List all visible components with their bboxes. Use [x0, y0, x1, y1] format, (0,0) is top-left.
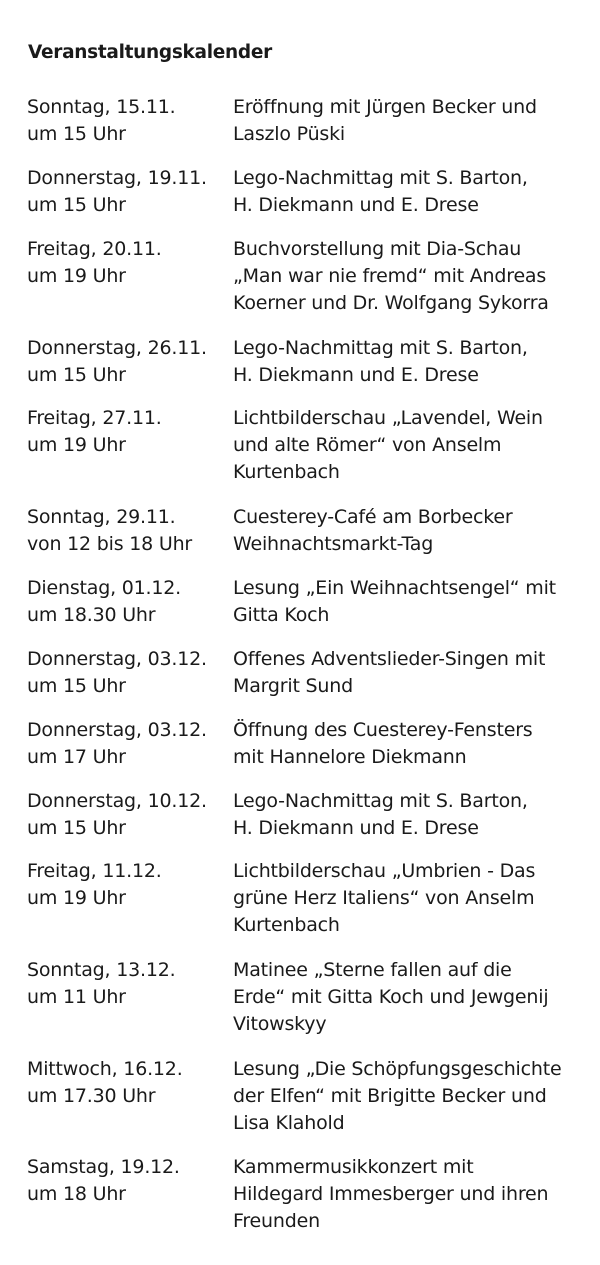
- event-day: Samstag, 19.12.: [27, 1156, 180, 1178]
- event-description-line: Freunden: [233, 1210, 320, 1232]
- event-date-time: [27, 165, 227, 219]
- event-date-time: [27, 957, 227, 1011]
- event-day: Freitag, 20.11.: [27, 238, 162, 260]
- event-description-line: Kurtenbach: [233, 461, 340, 483]
- event-day: Freitag, 27.11.: [27, 407, 162, 429]
- event-description-line: Lichtbilderschau „Lavendel, Wein: [233, 407, 543, 429]
- event-description: [233, 957, 595, 1038]
- calendar-heading: Veranstaltungskalender: [28, 42, 272, 63]
- event-day: Sonntag, 13.12.: [27, 959, 176, 981]
- event-description: [233, 335, 595, 389]
- event-date-time: [27, 335, 227, 389]
- event-time: um 15 Uhr: [27, 675, 126, 697]
- event-date-time: [27, 1056, 227, 1110]
- event-description: [233, 717, 595, 771]
- event-description-line: Cuesterey-Café am Borbecker: [233, 506, 513, 528]
- event-description: [233, 575, 595, 629]
- event-description: [233, 504, 595, 558]
- event-description-line: H. Diekmann und E. Drese: [233, 364, 479, 386]
- event-description-line: Weihnachtsmarkt-Tag: [233, 533, 434, 555]
- event-description-line: Erde“ mit Gitta Koch und Jewgenij: [233, 986, 549, 1008]
- event-day: Donnerstag, 03.12.: [27, 648, 207, 670]
- event-description-line: Lego-Nachmittag mit S. Barton,: [233, 790, 528, 812]
- event-description-line: „Man war nie fremd“ mit Andreas: [233, 265, 547, 287]
- event-description: [233, 405, 595, 486]
- event-description-line: der Elfen“ mit Brigitte Becker und: [233, 1085, 547, 1107]
- event-description-line: Öffnung des Cuesterey-Fensters: [233, 719, 533, 741]
- event-description-line: grüne Herz Italiens“ von Anselm: [233, 887, 535, 909]
- event-day: Donnerstag, 03.12.: [27, 719, 207, 741]
- event-time: von 12 bis 18 Uhr: [27, 533, 193, 555]
- event-date-time: [27, 717, 227, 771]
- event-description-line: Hildegard Immesberger und ihren: [233, 1183, 549, 1205]
- event-description-line: Matinee „Sterne fallen auf die: [233, 959, 512, 981]
- event-time: um 11 Uhr: [27, 986, 126, 1008]
- event-description-line: Eröffnung mit Jürgen Becker und: [233, 96, 537, 118]
- event-day: Donnerstag, 19.11.: [27, 167, 207, 189]
- event-date-time: [27, 788, 227, 842]
- event-date-time: [27, 94, 227, 148]
- event-day: Donnerstag, 26.11.: [27, 337, 207, 359]
- event-time: um 17 Uhr: [27, 746, 126, 768]
- event-day: Mittwoch, 16.12.: [27, 1058, 183, 1080]
- event-description: [233, 858, 595, 939]
- event-description: [233, 165, 595, 219]
- event-date-time: [27, 1154, 227, 1208]
- event-description-line: Gitta Koch: [233, 604, 330, 626]
- event-day: Sonntag, 15.11.: [27, 96, 176, 118]
- event-description: [233, 1056, 595, 1137]
- event-description-line: Kurtenbach: [233, 914, 340, 936]
- event-description-line: Lesung „Ein Weihnachtsengel“ mit: [233, 577, 556, 599]
- event-time: um 15 Uhr: [27, 364, 126, 386]
- event-description-line: Buchvorstellung mit Dia-Schau: [233, 238, 522, 260]
- event-time: um 15 Uhr: [27, 194, 126, 216]
- event-time: um 19 Uhr: [27, 434, 126, 456]
- event-date-time: [27, 858, 227, 912]
- event-description-line: Lesung „Die Schöpfungsgeschichte: [233, 1058, 562, 1080]
- event-description-line: H. Diekmann und E. Drese: [233, 817, 479, 839]
- event-description: [233, 646, 595, 700]
- event-description: [233, 1154, 595, 1235]
- event-description-line: Lisa Klahold: [233, 1112, 345, 1134]
- event-date-time: [27, 236, 227, 290]
- event-description-line: Laszlo Püski: [233, 123, 345, 145]
- event-day: Freitag, 11.12.: [27, 860, 162, 882]
- event-time: um 15 Uhr: [27, 123, 126, 145]
- event-description-line: Koerner und Dr. Wolfgang Sykorra: [233, 292, 549, 314]
- event-description-line: Lego-Nachmittag mit S. Barton,: [233, 337, 528, 359]
- event-date-time: [27, 575, 227, 629]
- event-description-line: Margrit Sund: [233, 675, 353, 697]
- event-description-line: H. Diekmann und E. Drese: [233, 194, 479, 216]
- event-time: um 19 Uhr: [27, 887, 126, 909]
- event-description-line: Lego-Nachmittag mit S. Barton,: [233, 167, 528, 189]
- event-description-line: Lichtbilderschau „Umbrien - Das: [233, 860, 536, 882]
- event-date-time: [27, 646, 227, 700]
- event-time: um 15 Uhr: [27, 817, 126, 839]
- event-date-time: [27, 405, 227, 459]
- event-day: Sonntag, 29.11.: [27, 506, 176, 528]
- event-time: um 18.30 Uhr: [27, 604, 156, 626]
- event-description: [233, 236, 595, 317]
- event-day: Dienstag, 01.12.: [27, 577, 182, 599]
- event-description-line: Kammermusikkonzert mit: [233, 1156, 474, 1178]
- event-description: [233, 788, 595, 842]
- event-date-time: [27, 504, 227, 558]
- event-day: Donnerstag, 10.12.: [27, 790, 207, 812]
- event-time: um 19 Uhr: [27, 265, 126, 287]
- event-description-line: und alte Römer“ von Anselm: [233, 434, 502, 456]
- event-time: um 18 Uhr: [27, 1183, 126, 1205]
- event-description-line: Vitowskyy: [233, 1013, 327, 1035]
- event-time: um 17.30 Uhr: [27, 1085, 156, 1107]
- event-description-line: mit Hannelore Diekmann: [233, 746, 467, 768]
- event-description: [233, 94, 595, 148]
- event-description-line: Offenes Adventslieder-Singen mit: [233, 648, 546, 670]
